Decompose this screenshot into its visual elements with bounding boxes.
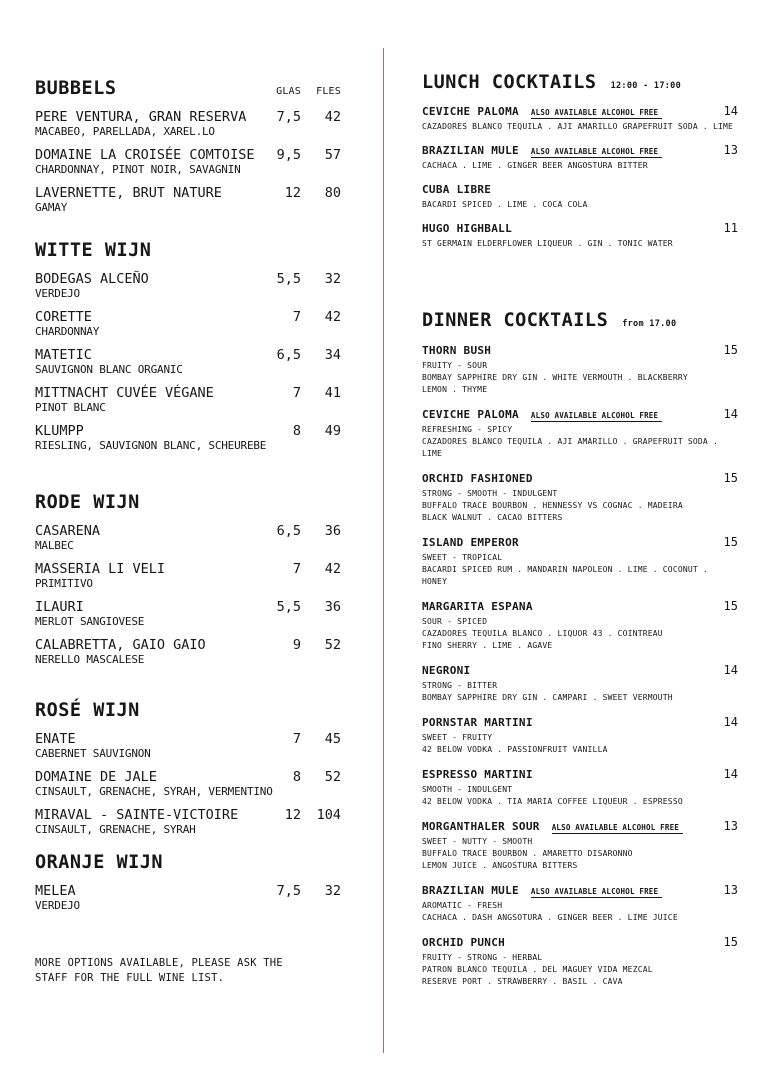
cocktail-item [422,715,738,756]
cocktail-description [422,616,738,652]
wine-price-fles: 34 [324,347,341,363]
cocktail-price: 14 [723,663,738,677]
wine-price-glas: 5,5 [276,599,301,615]
wine-section-title: WITTE WIJN [35,240,152,261]
column-divider-line [383,48,384,1053]
cocktail-section [422,72,738,250]
wine-price-glas: 5,5 [276,271,301,287]
cocktail-item-row [422,819,738,834]
wine-price-glas: 8 [292,423,301,439]
cocktail-item-row [422,663,738,678]
cocktail-name: HUGO HIGHBALL [422,222,512,235]
cocktail-description-line: RESERVE PORT . STRAWBERRY . BASIL . CAVA [422,977,623,986]
cocktail-price: 11 [723,221,738,235]
wine-grapes: PINOT BLANC [35,401,106,414]
cocktail-item [422,104,738,133]
wine-item [35,309,341,338]
cocktail-description-line: SMOOTH - INDULGENT [422,785,513,794]
wine-grapes: VERDEJO [35,287,80,300]
cocktail-description-line: LIME [422,449,443,458]
cocktail-name: ESPRESSO MARTINI [422,768,533,781]
cocktail-description-line: CAZADORES BLANCO TEQUILA . AJI AMARILLO GRAPEFRUIT SODA . LIME [422,122,734,131]
cocktail-description [422,732,738,756]
cocktail-name: ISLAND EMPEROR [422,536,519,549]
cocktail-item [422,767,738,808]
cocktail-item [422,819,738,872]
wine-item-row [35,423,341,439]
wine-grapes: VERDEJO [35,899,80,912]
wine-section [35,852,341,912]
wine-name: CALABRETTA, GAIO GAIO [35,637,206,653]
cocktail-description-line: BOMBAY SAPPHIRE DRY GIN . WHITE VERMOUTH . BLACKBERRY [422,373,688,382]
cocktail-name: CUBA LIBRE [422,183,492,196]
wine-name: MATETIC [35,347,92,363]
cocktail-description [422,900,738,924]
cocktail-description [422,424,738,460]
cocktail-description-line: BUFFALO TRACE BOURBON . HENNESSY VS COGNAC . MADEIRA [422,501,683,510]
cocktail-item-row [422,143,738,158]
cocktail-name: NEGRONI [422,664,471,677]
wine-item-row [35,185,341,201]
cocktail-name: BRAZILIAN MULE [422,884,519,897]
cocktail-item [422,182,738,211]
wine-section-title: ORANJE WIJN [35,852,164,873]
cocktail-name: ORCHID PUNCH [422,936,506,949]
cocktail-section-hours: from 17.00 [622,319,677,329]
wine-price-glas: 9,5 [276,147,301,163]
cocktail-item-row [422,935,738,950]
cocktail-description-line: BLACK WALNUT . CACAO BITTERS [422,513,563,522]
cocktail-description [422,121,738,133]
cocktail-description [422,952,738,988]
cocktail-description [422,680,738,704]
cocktail-item-row [422,715,738,730]
cocktail-item [422,143,738,172]
cocktail-item [422,599,738,652]
wine-name: MIRAVAL - SAINTE-VICTOIRE [35,807,239,823]
wine-grapes: GAMAY [35,201,68,214]
wine-price-fles: 42 [324,309,341,325]
wine-section [35,700,341,836]
wine-price-glas: 12 [284,807,301,823]
wine-section-title: ROSÉ WIJN [35,700,140,721]
wine-price-fles: 52 [324,637,341,653]
cocktail-section-header [422,72,738,94]
cocktail-description-line: PATRON BLANCO TEQUILA . DEL MAGUEY VIDA MEZCAL [422,965,653,974]
cocktail-item [422,221,738,250]
cocktail-item [422,535,738,588]
wine-name: LAVERNETTE, BRUT NATURE [35,185,222,201]
cocktail-description [422,199,738,211]
cocktail-item [422,883,738,924]
cocktail-description-line: BACARDI SPICED RUM . MANDARIN NAPOLEON . LIME . COCONUT . [422,565,708,574]
cocktail-item-row [422,599,738,614]
wine-name: PERE VENTURA, GRAN RESERVA [35,109,247,125]
wine-item [35,523,341,552]
wine-item-row [35,309,341,325]
glas-column-header: GLAS [276,86,301,97]
wine-item-row [35,271,341,287]
cocktail-name: MARGARITA ESPANA [422,600,533,613]
cocktail-description [422,836,738,872]
wine-item [35,561,341,590]
wine-price-fles: 57 [324,147,341,163]
cocktail-price: 15 [723,471,738,485]
wine-price-fles: 32 [324,883,341,899]
cocktail-name: CEVICHE PALOMA [422,408,519,421]
wine-item [35,637,341,666]
wine-section [35,240,341,452]
cocktail-description-line: CACHACA . DASH ANGSOTURA . GINGER BEER . LIME JUICE [422,913,678,922]
cocktail-item-row [422,535,738,550]
cocktail-section-title: DINNER COCKTAILS [422,310,609,331]
cocktail-description-line: FRUITY - SOUR [422,361,488,370]
wine-grapes: MALBEC [35,539,74,552]
cocktail-description-line: BACARDI SPICED . LIME . COCA COLA [422,200,588,209]
cocktail-item-row [422,883,738,898]
wine-item [35,883,341,912]
cocktail-item-row [422,343,738,358]
wine-name: MELEA [35,883,76,899]
wine-item-row [35,599,341,615]
wine-price-fles: 36 [324,599,341,615]
wine-price-fles: 104 [316,807,341,823]
wine-price-glas: 7 [292,561,301,577]
cocktail-description [422,238,738,250]
wine-item [35,271,341,300]
cocktail-price: 15 [723,935,738,949]
cocktail-description-line: CAZADORES TEQUILA BLANCO . LIQUOR 43 . COINTREAU [422,629,663,638]
cocktail-price: 13 [723,883,738,897]
cocktail-description-line: HONEY [422,577,448,586]
cocktail-item-row [422,182,738,197]
wine-name: DOMAINE DE JALE [35,769,157,785]
cocktail-description [422,360,738,396]
price-column-headers [259,86,341,100]
wine-price-glas: 7 [292,731,301,747]
wine-grapes: NERELLO MASCALESE [35,653,145,666]
wine-list-footnote [35,956,341,986]
cocktail-item-row [422,407,738,422]
wine-price-fles: 41 [324,385,341,401]
cocktail-description-line: SWEET - FRUITY [422,733,493,742]
wine-name: CORETTE [35,309,92,325]
cocktail-price: 15 [723,343,738,357]
wine-price-glas: 7 [292,309,301,325]
cocktail-item [422,343,738,396]
wine-item-row [35,883,341,899]
wine-section-header [35,240,341,262]
wine-section [35,78,341,214]
wine-grapes: CHARDONNAY [35,325,100,338]
wine-section-header [35,852,341,874]
cocktail-description-line: BUFFALO TRACE BOURBON . AMARETTO DISARONNO [422,849,633,858]
alcohol-free-tag: ALSO AVAILABLE ALCOHOL FREE [531,147,662,158]
cocktail-description-line: LEMON . THYME [422,385,488,394]
wine-price-glas: 7,5 [276,109,301,125]
cocktail-description-line: FRUITY - STRONG - HERBAL [422,953,543,962]
cocktail-price: 14 [723,767,738,781]
wine-footnote-line: MORE OPTIONS AVAILABLE, PLEASE ASK THE [35,957,283,969]
cocktail-item [422,935,738,988]
wine-grapes: CABERNET SAUVIGNON [35,747,151,760]
wine-item [35,347,341,376]
wine-item-row [35,147,341,163]
cocktail-description-line: AROMATIC - FRESH [422,901,503,910]
cocktail-name: BRAZILIAN MULE [422,144,519,157]
wine-price-glas: 8 [292,769,301,785]
wine-price-fles: 36 [324,523,341,539]
wine-price-glas: 12 [284,185,301,201]
cocktail-section-header [422,310,738,332]
wine-item-row [35,807,341,823]
wine-grapes: CINSAULT, GRENACHE, SYRAH [35,823,196,836]
wine-name: ENATE [35,731,76,747]
cocktail-price: 13 [723,143,738,157]
wine-item [35,599,341,628]
cocktail-description [422,160,738,172]
cocktail-item [422,407,738,460]
cocktail-section [422,310,738,988]
wine-price-fles: 42 [324,109,341,125]
wine-item [35,147,341,176]
wine-section-header [35,700,341,722]
alcohol-free-tag: ALSO AVAILABLE ALCOHOL FREE [531,411,662,422]
cocktail-description-line: SOUR - SPICED [422,617,488,626]
wine-item-row [35,637,341,653]
cocktail-description-line: CACHACA . LIME . GINGER BEER ANGOSTURA BITTER [422,161,648,170]
wine-item-row [35,109,341,125]
wine-name: KLUMPP [35,423,84,439]
cocktail-description [422,784,738,808]
wine-section-header [35,492,341,514]
cocktail-description-line: CAZADORES BLANCO TEQUILA . AJI AMARILLO . GRAPEFRUIT SODA . [422,437,718,446]
cocktail-name: MORGANTHALER SOUR [422,820,540,833]
wine-item-row [35,731,341,747]
cocktail-price: 14 [723,407,738,421]
cocktail-price: 14 [723,104,738,118]
wine-item [35,807,341,836]
cocktail-list-column [422,72,738,988]
wine-price-glas: 6,5 [276,347,301,363]
wine-name: MASSERIA LI VELI [35,561,166,577]
cocktail-name: ORCHID FASHIONED [422,472,533,485]
cocktail-name: THORN BUSH [422,344,492,357]
wine-item [35,731,341,760]
cocktail-section-title: LUNCH COCKTAILS [422,72,597,93]
wine-price-glas: 7 [292,385,301,401]
cocktail-description-line: ST GERMAIN ELDERFLOWER LIQUEUR . GIN . TONIC WATER [422,239,673,248]
wine-price-fles: 80 [324,185,341,201]
cocktail-item-row [422,221,738,236]
wine-item-row [35,347,341,363]
wine-name: CASARENA [35,523,101,539]
wine-section-header [35,78,341,100]
alcohol-free-tag: ALSO AVAILABLE ALCOHOL FREE [552,823,683,834]
wine-name: ILAURI [35,599,84,615]
wine-price-glas: 6,5 [276,523,301,539]
cocktail-description-line: BOMBAY SAPPHIRE DRY GIN . CAMPARI . SWEET VERMOUTH [422,693,673,702]
wine-item [35,423,341,452]
wine-grapes: SAUVIGNON BLANC ORGANIC [35,363,183,376]
wine-grapes: MACABEO, PARELLADA, XAREL.LO [35,125,215,138]
fles-column-header: FLES [316,86,341,97]
cocktail-description-line: SWEET - NUTTY - SMOOTH [422,837,533,846]
wine-price-fles: 52 [324,769,341,785]
wine-price-glas: 7,5 [276,883,301,899]
cocktail-description-line: 42 BELOW VODKA . TIA MARIA COFFEE LIQUEUR . ESPRESSO [422,797,683,806]
cocktail-description-line: STRONG - BITTER [422,681,498,690]
wine-item [35,769,341,798]
cocktail-item-row [422,471,738,486]
wine-item [35,109,341,138]
cocktail-price: 15 [723,535,738,549]
wine-item-row [35,523,341,539]
wine-name: MITTNACHT CUVÉE VÉGANE [35,385,214,401]
wine-name: DOMAINE LA CROISÉE COMTOISE [35,147,255,163]
cocktail-section-hours: 12:00 - 17:00 [610,81,682,91]
cocktail-item-row [422,104,738,119]
cocktail-item [422,471,738,524]
wine-item [35,385,341,414]
wine-item-row [35,769,341,785]
wine-grapes: RIESLING, SAUVIGNON BLANC, SCHEUREBE [35,439,267,452]
cocktail-description-line: SWEET - TROPICAL [422,553,503,562]
cocktail-description [422,488,738,524]
cocktail-description [422,552,738,588]
cocktail-name: PORNSTAR MARTINI [422,716,533,729]
cocktail-description-line: FINO SHERRY . LIME . AGAVE [422,641,553,650]
wine-item-row [35,385,341,401]
wine-section-title: RODE WIJN [35,492,140,513]
wine-section-title: BUBBELS [35,78,117,99]
wine-price-fles: 32 [324,271,341,287]
wine-footnote-line: STAFF FOR THE FULL WINE LIST. [35,972,225,984]
wine-price-fles: 49 [324,423,341,439]
wine-item [35,185,341,214]
wine-grapes: CHARDONNAY, PINOT NOIR, SAVAGNIN [35,163,241,176]
wine-price-glas: 9 [292,637,301,653]
wine-grapes: MERLOT SANGIOVESE [35,615,145,628]
cocktail-description-line: STRONG - SMOOTH - INDULGENT [422,489,558,498]
wine-name: BODEGAS ALCEÑO [35,271,149,287]
cocktail-price: 15 [723,599,738,613]
alcohol-free-tag: ALSO AVAILABLE ALCOHOL FREE [531,887,662,898]
wine-grapes: PRIMITIVO [35,577,93,590]
wine-item-row [35,561,341,577]
cocktail-description-line: REFRESHING - SPICY [422,425,513,434]
wine-price-fles: 45 [324,731,341,747]
cocktail-item-row [422,767,738,782]
alcohol-free-tag: ALSO AVAILABLE ALCOHOL FREE [531,108,662,119]
wine-list-column [35,78,341,986]
cocktail-description-line: LEMON JUICE . ANGOSTURA BITTERS [422,861,578,870]
cocktail-name: CEVICHE PALOMA [422,105,519,118]
cocktail-item [422,663,738,704]
wine-price-fles: 42 [324,561,341,577]
cocktail-description-line: 42 BELOW VODKA . PASSIONFRUIT VANILLA [422,745,608,754]
cocktail-price: 14 [723,715,738,729]
cocktail-price: 13 [723,819,738,833]
wine-section [35,492,341,666]
wine-grapes: CINSAULT, GRENACHE, SYRAH, VERMENTINO [35,785,273,798]
